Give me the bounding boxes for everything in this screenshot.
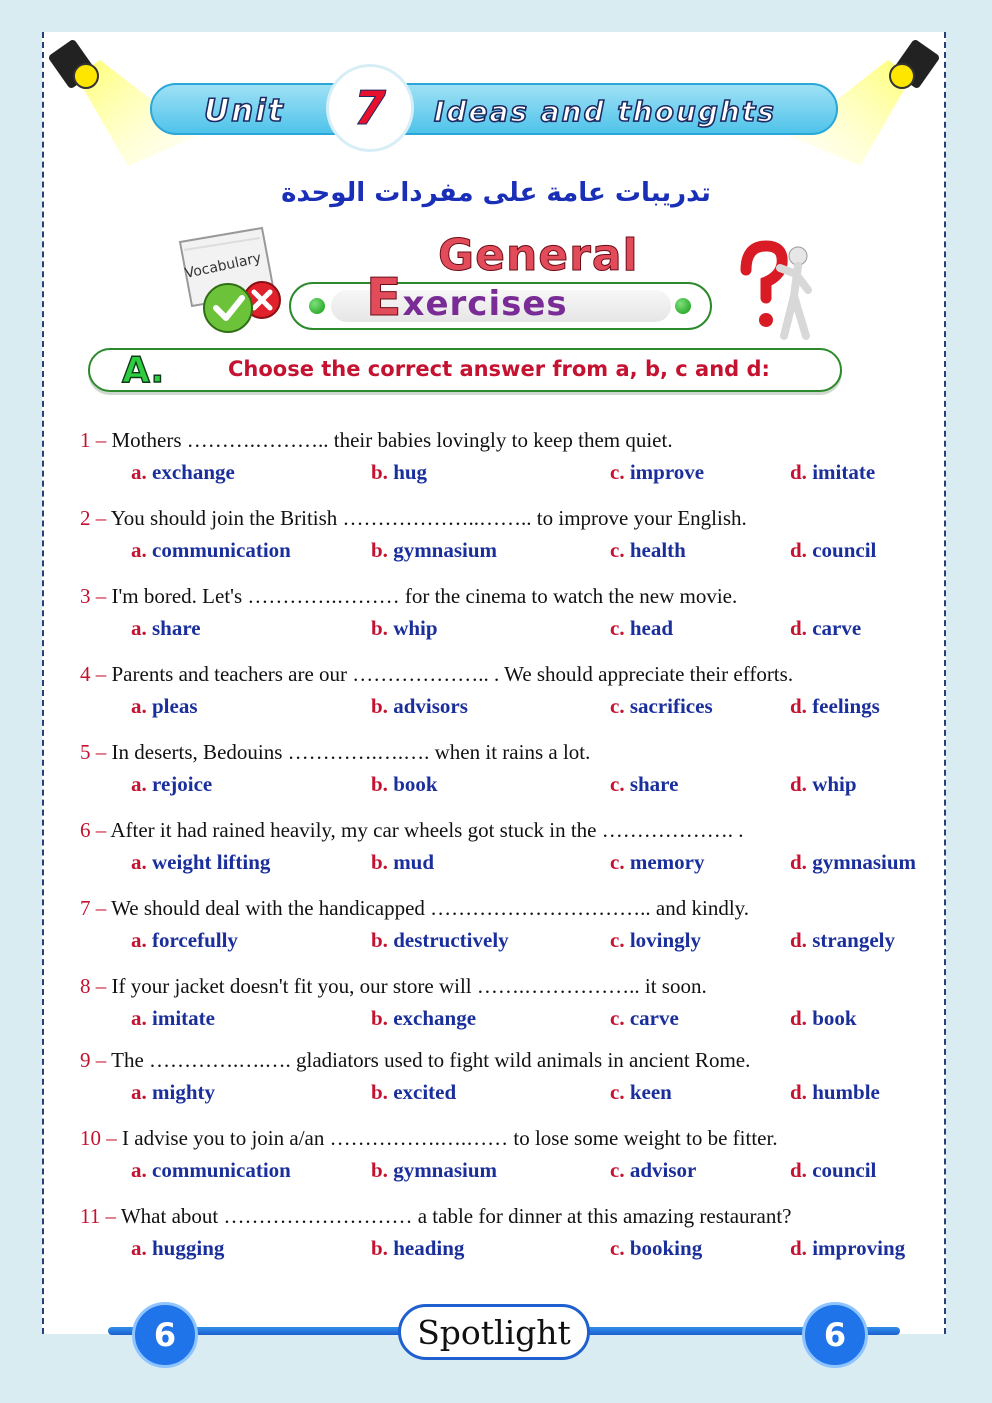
general-heading: General [438,230,639,281]
option-letter: c. [610,928,625,952]
answer-option[interactable] [371,616,438,641]
answer-option[interactable] [610,850,704,875]
option-word: heading [387,1236,465,1260]
option-letter: c. [610,460,625,484]
option-letter: b. [371,850,388,874]
answer-option[interactable] [131,538,291,563]
answer-option[interactable] [790,850,916,875]
option-word: carve [624,1006,679,1030]
answer-option[interactable] [371,460,427,485]
option-letter: d. [790,616,807,640]
unit-banner [150,83,838,135]
option-word: whip [387,616,438,640]
answer-option[interactable] [790,1006,857,1031]
option-letter: c. [610,1006,625,1030]
question-text [80,740,590,765]
answer-option[interactable] [371,1006,476,1031]
question-text [80,1204,792,1229]
answer-option[interactable] [371,772,438,797]
option-word: share [624,772,679,796]
option-letter: b. [371,772,388,796]
option-letter: a. [131,460,147,484]
answer-option[interactable] [610,1158,696,1183]
answer-option[interactable] [131,850,270,875]
question-sentence: If your jacket doesn't fit you, our store will …….…………….. it soon. [106,974,707,998]
question-sentence: After it had rained heavily, my car wheels got stuck in the ………………. . [106,818,744,842]
option-letter: a. [131,1158,147,1182]
brand-logo: Spotlight [398,1304,590,1360]
option-word: improve [624,460,705,484]
answer-option[interactable] [371,694,468,719]
answer-option[interactable] [131,1006,215,1031]
option-word: memory [624,850,705,874]
option-word: hugging [146,1236,225,1260]
question-sentence: I advise you to join a/an …………….….…… to lose some weight to be fitter. [116,1126,778,1150]
question-sentence: Mothers ……….……….. their babies lovingly to keep them quiet. [106,428,673,452]
answer-option[interactable] [131,616,201,641]
question-sentence: What about ……………………… a table for dinner at this amazing restaurant? [115,1204,792,1228]
unit-label: Unit [204,93,285,129]
answer-option[interactable] [371,850,434,875]
question-text [80,1048,750,1073]
option-word: mud [387,850,435,874]
page-number-right: 6 [802,1302,868,1368]
option-word: destructively [387,928,509,952]
option-letter: a. [131,928,147,952]
answer-option[interactable] [610,1080,672,1105]
option-word: gymnasium [806,850,917,874]
option-letter: c. [610,1236,625,1260]
answer-option[interactable] [371,1158,497,1183]
answer-option[interactable] [131,1080,215,1105]
option-word: book [806,1006,857,1030]
option-letter: d. [790,538,807,562]
option-letter: d. [790,694,807,718]
question-text [80,818,744,843]
vocabulary-checkmark-icon [166,222,288,334]
option-word: exchange [146,460,235,484]
option-word: weight lifting [146,850,271,874]
unit-number-badge [326,64,414,152]
option-word: feelings [806,694,880,718]
option-word: forcefully [146,928,238,952]
option-letter: d. [790,1080,807,1104]
answer-option[interactable] [790,1158,876,1183]
option-word: excited [387,1080,457,1104]
question-number: 5 – [80,740,107,764]
unit-title: Ideas and thoughts [434,95,776,128]
option-letter: b. [371,1006,388,1030]
option-word: communication [146,1158,291,1182]
question-number: 8 – [80,974,107,998]
option-letter: c. [610,1158,625,1182]
answer-option[interactable] [610,928,701,953]
option-letter: b. [371,1158,388,1182]
question-number: 7 – [80,896,107,920]
option-word: keen [624,1080,672,1104]
option-word: health [624,538,686,562]
option-letter: d. [790,772,807,796]
answer-option[interactable] [790,616,861,641]
option-letter: b. [371,460,388,484]
question-mark-figure-icon [736,240,818,340]
option-word: improving [806,1236,906,1260]
question-sentence: I'm bored. Let's ………….……… for the cinema to watch the new movie. [106,584,738,608]
option-word: hug [387,460,428,484]
option-letter: c. [610,1080,625,1104]
option-word: advisor [624,1158,697,1182]
question-number: 2 – [80,506,107,530]
question-number: 11 – [80,1204,116,1228]
answer-option[interactable] [790,772,857,797]
unit-number: 7 [353,81,386,135]
option-letter: c. [610,616,625,640]
option-letter: a. [131,850,147,874]
option-word: share [146,616,201,640]
answer-option[interactable] [610,1236,702,1261]
question-sentence: We should deal with the handicapped ………………………….. and kindly. [106,896,750,920]
answer-option[interactable] [790,1080,880,1105]
page-number-left: 6 [132,1302,198,1368]
answer-option[interactable] [131,1158,291,1183]
option-letter: a. [131,538,147,562]
question-text [80,584,737,609]
option-letter: c. [610,850,625,874]
option-letter: c. [610,772,625,796]
question-number: 3 – [80,584,107,608]
option-word: imitate [146,1006,215,1030]
option-word: gymnasium [387,1158,498,1182]
option-word: council [806,1158,877,1182]
vocabulary-label: Vocabulary [183,250,263,282]
option-letter: c. [610,538,625,562]
option-letter: d. [790,460,807,484]
question-sentence: In deserts, Bedouins ………….….…. when it rains a lot. [106,740,591,764]
answer-option[interactable] [790,694,880,719]
answer-option[interactable] [790,1236,905,1261]
option-letter: d. [790,850,807,874]
answer-option[interactable] [131,694,198,719]
option-word: gymnasium [387,538,498,562]
dot-icon [309,298,325,314]
option-letter: b. [371,538,388,562]
option-letter: c. [610,694,625,718]
option-letter: b. [371,694,388,718]
question-text [80,896,749,921]
answer-option[interactable] [790,928,895,953]
option-letter: a. [131,694,147,718]
option-word: whip [806,772,857,796]
option-word: head [624,616,674,640]
answer-option[interactable] [131,460,235,485]
option-word: book [387,772,438,796]
answer-option[interactable] [610,616,673,641]
option-word: humble [806,1080,880,1104]
option-letter: d. [790,1158,807,1182]
option-word: council [806,538,877,562]
question-number: 1 – [80,428,107,452]
answer-option[interactable] [371,928,509,953]
option-word: booking [624,1236,703,1260]
option-word: sacrifices [624,694,713,718]
option-word: pleas [146,694,198,718]
option-letter: b. [371,616,388,640]
question-number: 6 – [80,818,107,842]
answer-option[interactable] [610,772,678,797]
question-sentence: Parents and teachers are our ……………….. . We should appreciate their efforts. [106,662,794,686]
option-letter: d. [790,1236,807,1260]
question-number: 10 – [80,1126,117,1150]
answer-option[interactable] [371,1080,456,1105]
answer-option[interactable] [131,928,238,953]
question-number: 9 – [80,1048,107,1072]
question-text [80,974,707,999]
section-instruction: Choose the correct answer from a, b, c and d: [228,357,770,381]
option-word: exchange [387,1006,477,1030]
option-word: rejoice [146,772,213,796]
option-word: communication [146,538,291,562]
answer-option[interactable] [371,538,497,563]
dot-icon [675,298,691,314]
answer-option[interactable] [131,772,212,797]
section-letter: A. [122,350,165,391]
answer-option[interactable] [610,460,704,485]
question-sentence: The ………….….…. gladiators used to fight wild animals in ancient Rome. [106,1048,751,1072]
question-text [80,662,793,687]
question-text [80,1126,778,1151]
option-word: strangely [806,928,896,952]
option-letter: a. [131,1006,147,1030]
option-word: lovingly [624,928,702,952]
option-letter: a. [131,772,147,796]
answer-option[interactable] [790,538,876,563]
option-letter: b. [371,1080,388,1104]
option-word: mighty [146,1080,215,1104]
answer-option[interactable] [371,1236,464,1261]
option-letter: a. [131,1080,147,1104]
question-number: 4 – [80,662,107,686]
question-sentence: You should join the British ………………..…….. to improve your English. [106,506,747,530]
question-text [80,428,673,453]
arabic-heading: تدريبات عامة على مفردات الوحدة [281,178,711,208]
option-letter: a. [131,1236,147,1260]
answer-option[interactable] [610,694,713,719]
option-word: imitate [806,460,876,484]
option-word: carve [806,616,862,640]
answer-option[interactable] [610,1006,679,1031]
answer-option[interactable] [131,1236,224,1261]
answer-option[interactable] [610,538,686,563]
option-letter: d. [790,1006,807,1030]
option-letter: a. [131,616,147,640]
question-text [80,506,747,531]
option-letter: b. [371,928,388,952]
answer-option[interactable] [790,460,875,485]
option-word: advisors [387,694,468,718]
option-letter: b. [371,1236,388,1260]
option-letter: d. [790,928,807,952]
exercises-heading: Exercises [366,268,568,328]
